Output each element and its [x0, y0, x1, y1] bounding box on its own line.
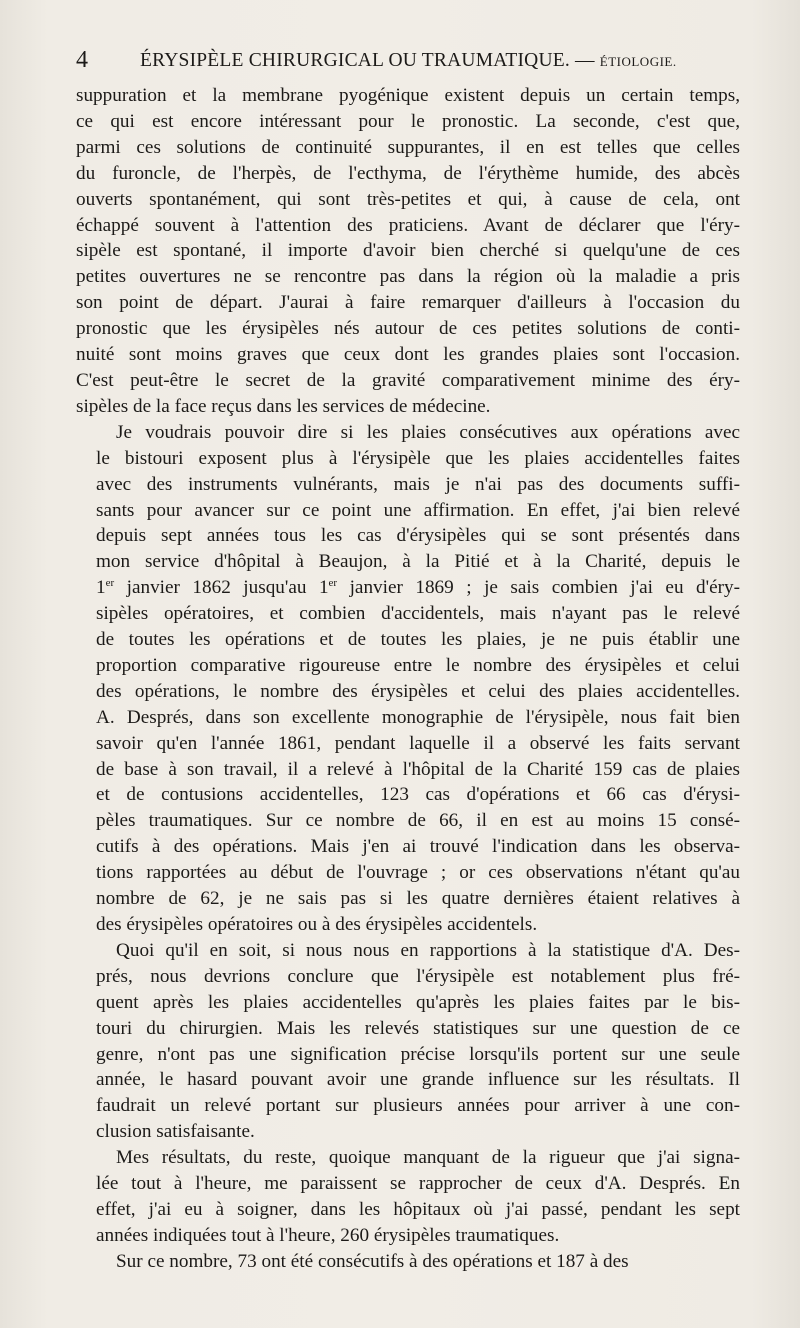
- text-line: des érysipèles opératoires ou à des érysipèles accidentels.: [96, 914, 538, 935]
- text-line: ce qui est encore intéressant pour le pronostic. La seconde, c'est que,: [76, 110, 740, 132]
- paragraph: [76, 1145, 740, 1249]
- running-header: [76, 44, 736, 80]
- text-line: échappé souvent à l'attention des praticiens. Avant de déclarer que l'éry-: [76, 214, 740, 236]
- text-line: mon service d'hôpital à Beaujon, à la Pitié et à la Charité, depuis le: [96, 551, 740, 573]
- text-line: lée tout à l'heure, me paraissent se rapprocher de ceux d'A. Després. En: [96, 1173, 740, 1195]
- text-line: sipèle est spontané, il importe d'avoir bien cherché si quelqu'une de ces: [76, 240, 740, 262]
- body-text: [76, 83, 740, 1275]
- text-line: nuité sont moins graves que ceux dont les grandes plaies sont l'occasion.: [76, 344, 740, 366]
- running-title-section: ÉTIOLOGIE.: [599, 54, 677, 69]
- text-line: tions rapportées au début de l'ouvrage ; or ces observations n'étant qu'au: [96, 862, 740, 884]
- text-line: genre, n'ont pas une signification précise lorsqu'ils portent sur une seule: [96, 1043, 740, 1065]
- running-title: [140, 46, 677, 77]
- text-line: clusion satisfaisante.: [96, 1121, 255, 1143]
- text-line: petites ouvertures ne se rencontre pas dans la région où la maladie a pris: [76, 266, 740, 288]
- text-line: du furoncle, de l'herpès, de l'ecthyma, de l'érythème humide, des abcès: [76, 162, 740, 184]
- text-line: Sur ce nombre, 73 ont été consécutifs à des opérations et 187 à des: [116, 1250, 629, 1272]
- text-line: prés, nous devrions conclure que l'érysipèle est notablement plus fré-: [96, 965, 740, 987]
- text-line: année, le hasard pouvant avoir une grande influence sur les résultats. Il: [96, 1069, 740, 1091]
- paragraph: [76, 1249, 740, 1275]
- running-title-main: ÉRYSIPÈLE CHIRURGICAL OU TRAUMATIQUE. —: [140, 50, 600, 71]
- page-number: 4: [76, 47, 88, 73]
- paragraph: [76, 420, 740, 938]
- paragraph: [76, 938, 740, 1145]
- text-line: de base à son travail, il a relevé à l'hôpital de la Charité 159 cas de plaies: [96, 758, 740, 780]
- text-line: touri du chirurgien. Mais les relevés statistiques sur une question de ce: [96, 1017, 740, 1039]
- text-line: son point de départ. J'aurai à faire remarquer d'ailleurs à l'occasion du: [76, 292, 740, 314]
- text-line: pronostic que les érysipèles nés autour de ces petites solutions de conti-: [76, 318, 740, 340]
- text-line: ouverts spontanément, qui sont très-petites et qui, à cause de cela, ont: [76, 188, 740, 210]
- text-line: Je voudrais pouvoir dire si les plaies consécutives aux opérations avec: [116, 421, 740, 443]
- text-line: nombre de 62, je ne sais pas si les quatre dernières étaient relatives à: [96, 888, 740, 910]
- text-line: sants pour avancer sur ce point une affirmation. En effet, j'ai bien relevé: [96, 499, 740, 521]
- text-line: sipèles opératoires, et combien d'accidentels, mais n'ayant pas le relevé: [96, 603, 740, 625]
- text-line: pèles traumatiques. Sur ce nombre de 66, il en est au moins 15 consé-: [96, 810, 740, 832]
- text-line: avec des instruments vulnérants, mais je n'ai pas des documents suffi-: [96, 473, 740, 495]
- text-line: et de contusions accidentelles, 123 cas d'opérations et 66 cas d'érysi-: [96, 784, 740, 806]
- text-line: des opérations, le nombre des érysipèles et celui des plaies accidentelles.: [96, 680, 740, 702]
- text-line: de toutes les opérations et de toutes les plaies, je ne puis établir une: [96, 629, 740, 651]
- text-line: depuis sept années tous les cas d'érysipèles qui se sont présentés dans: [96, 525, 740, 547]
- text-line: années indiquées tout à l'heure, 260 érysipèles traumatiques.: [96, 1224, 560, 1246]
- text-line: sipèles de la face reçus dans les services de médecine.: [76, 395, 491, 417]
- text-line: C'est peut-être le secret de la gravité comparativement minime des éry-: [76, 369, 740, 391]
- text-line: parmi ces solutions de continuité suppurantes, il en est telles que celles: [76, 136, 740, 158]
- text-line: A. Després, dans son excellente monographie de l'érysipèle, nous fait bien: [96, 706, 740, 728]
- text-line: suppuration et la membrane pyogénique existent depuis un certain temps,: [76, 85, 740, 106]
- text-line: Mes résultats, du reste, quoique manquant de la rigueur que j'ai signa-: [116, 1147, 740, 1169]
- paragraph: [76, 83, 740, 420]
- text-line: proportion comparative rigoureuse entre le nombre des érysipèles et celui: [96, 654, 740, 676]
- text-line: le bistouri exposent plus à l'érysipèle que les plaies accidentelles faites: [96, 447, 740, 469]
- text-line: cutifs à des opérations. Mais j'en ai trouvé l'indication dans les observa-: [96, 836, 740, 858]
- text-line: savoir qu'en l'année 1861, pendant laquelle il a observé les faits servant: [96, 732, 740, 754]
- text-line: quent après les plaies accidentelles qu'après les plaies faites par le bis-: [96, 991, 740, 1013]
- text-line: Quoi qu'il en soit, si nous nous en rapportions à la statistique d'A. Des-: [116, 939, 740, 961]
- text-line: effet, j'ai eu à soigner, dans les hôpitaux où j'ai passé, pendant les sept: [96, 1198, 740, 1220]
- text-line: 1er janvier 1862 jusqu'au 1er janvier 1869 ; je sais combien j'ai eu d'éry-: [96, 577, 740, 599]
- text-line: faudrait un relevé portant sur plusieurs années pour arriver à une con-: [96, 1095, 740, 1117]
